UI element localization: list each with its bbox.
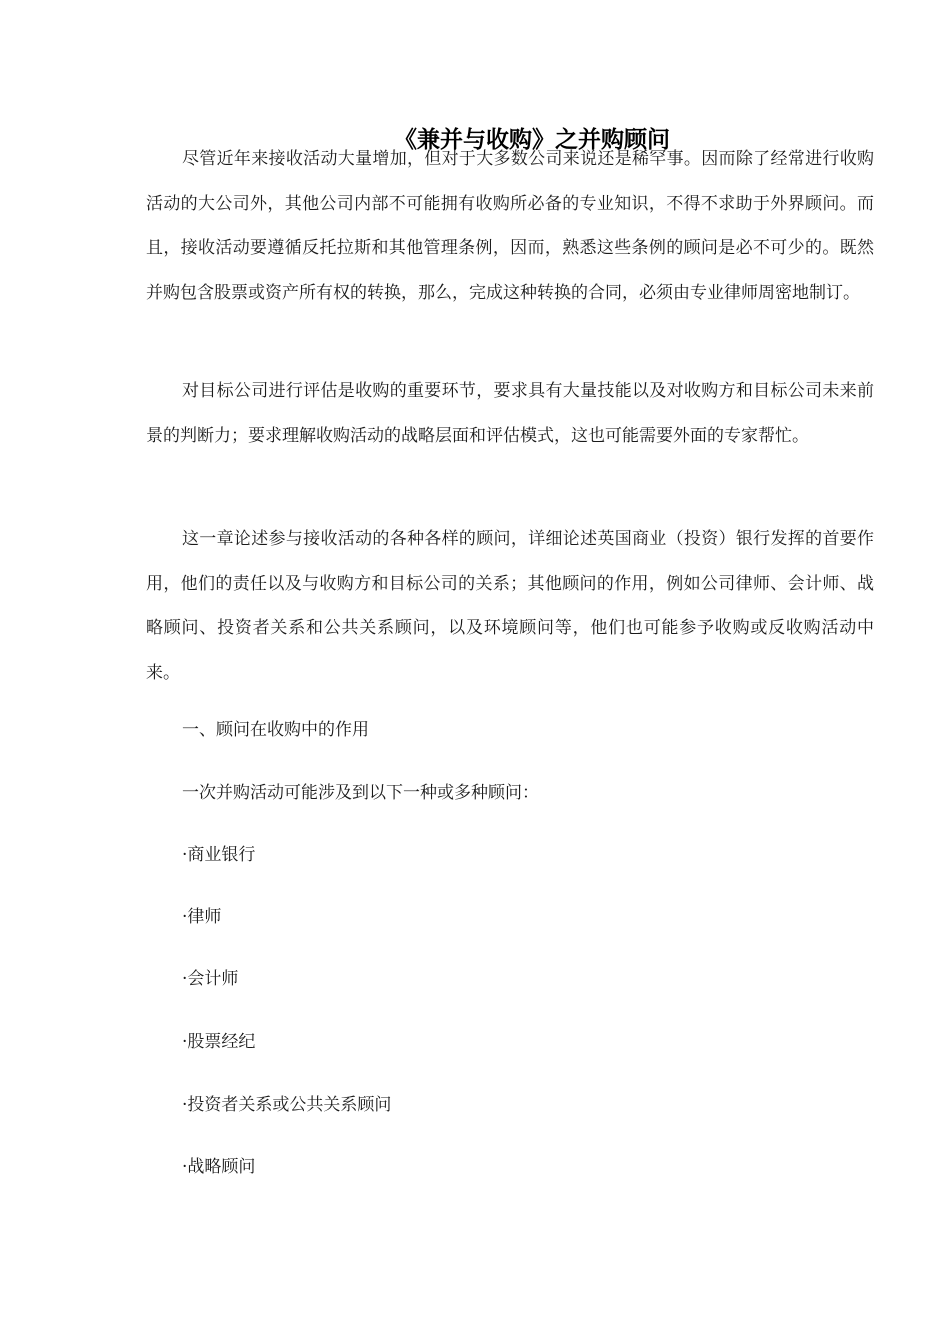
document-title: 《兼并与收购》之并购顾问	[394, 126, 670, 153]
list-item: ·投资者关系或公共关系顾问	[182, 1095, 392, 1115]
list-item: ·战略顾问	[182, 1157, 256, 1177]
paragraph-3: 这一章论述参与接收活动的各种各样的顾问，详细论述英国商业（投资）银行发挥的首要作用，他们的责任以及与收购方和目标公司的关系；其他顾问的作用，例如公司律师、会计师、战略顾问、投资者关系和公共关系顾问，以及环境顾问等，他们也可能参予收购或反收购活动中来。	[146, 529, 874, 683]
list-intro: 一次并购活动可能涉及到以下一种或多种顾问：	[182, 783, 539, 803]
list-item: ·商业银行	[182, 845, 256, 865]
list-item: ·会计师	[182, 969, 239, 989]
section-heading: 一、顾问在收购中的作用	[182, 720, 369, 740]
list-item: ·律师	[182, 907, 222, 927]
list-item: ·股票经纪	[182, 1032, 256, 1052]
paragraph-2: 对目标公司进行评估是收购的重要环节，要求具有大量技能以及对收购方和目标公司未来前景的判断力；要求理解收购活动的战略层面和评估模式，这也可能需要外面的专家帮忙。	[146, 381, 874, 446]
paragraph-1: 尽管近年来接收活动大量增加，但对于大多数公司来说还是稀罕事。因而除了经常进行收购活动的大公司外，其他公司内部不可能拥有收购所必备的专业知识，不得不求助于外界顾问。而且，接收活动要遵循反托拉斯和其他管理条例，因而，熟悉这些条例的顾问是必不可少的。既然并购包含股票或资产所有权的转换，那么，完成这种转换的合同，必须由专业律师周密地制订。	[146, 149, 874, 303]
